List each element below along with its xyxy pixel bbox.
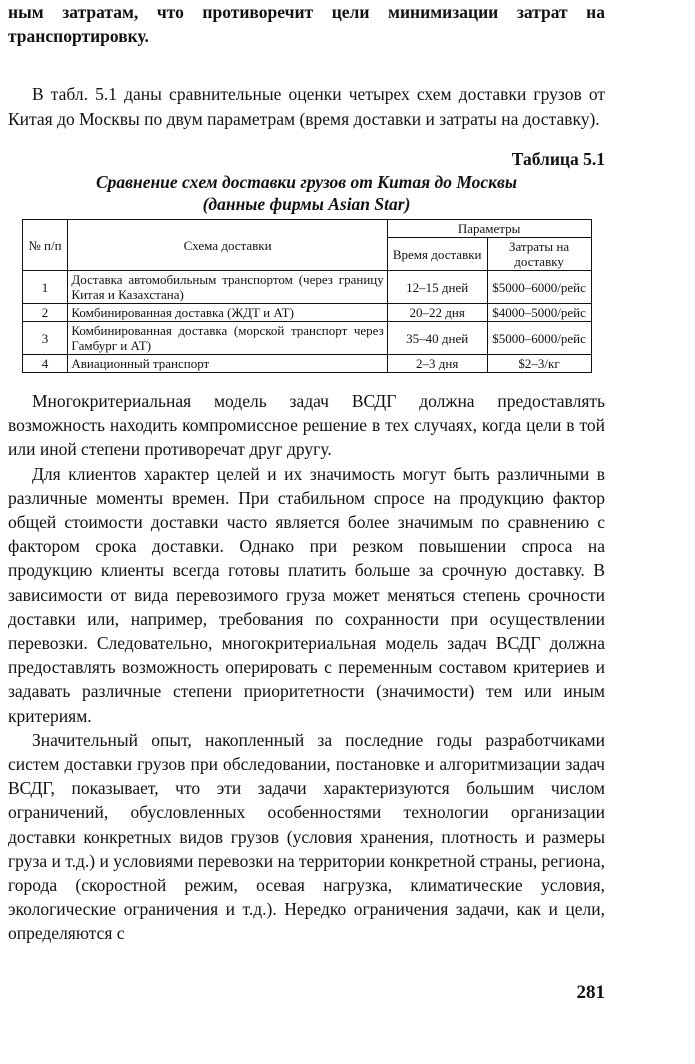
body-paragraph: Для клиентов характер целей и их значимость могут быть различными в различные моменты времен. При стабильном спросе на продукцию фактор общей стоимости доставки часто является более значимым по сравнению с фактором срока доставки. Однако при резком повышении спроса на продукцию клиенты всегда готовы платить больше за срочную доставку. В зависимости от вида перевозимого груза может меняться степень срочности доставки или, например, требования по сохранности при осуществлении перевозки. Следовательно, многокритериальная модель задач ВСДГ должна предоставлять возможность оперировать с переменным составом критериев и задавать различные степени приоритетности (значимости) тем или иным критериям. <box>8 463 605 726</box>
table-row <box>22 322 591 355</box>
body-text <box>8 389 605 946</box>
header-params: Параметры <box>387 220 591 238</box>
row-num: 1 <box>22 271 68 304</box>
page-number: 281 <box>576 982 605 1003</box>
table-row <box>22 304 591 322</box>
row-num: 4 <box>22 355 68 373</box>
comparison-table <box>22 219 592 373</box>
row-scheme: Комбинированная доставка (морской транспорт через Гамбург и АТ) <box>68 322 387 355</box>
row-num: 3 <box>22 322 68 355</box>
document-page <box>8 0 605 946</box>
header-time: Время доставки <box>387 238 487 271</box>
row-scheme: Доставка автомобильным транспортом (через границу Китая и Казахстана) <box>68 271 387 304</box>
row-num: 2 <box>22 304 68 322</box>
table-row <box>22 271 591 304</box>
row-cost: $4000–5000/рейс <box>487 304 591 322</box>
row-scheme: Комбинированная доставка (ЖДТ и АТ) <box>68 304 387 322</box>
table-header-row <box>22 220 591 238</box>
row-time: 20–22 дня <box>387 304 487 322</box>
body-paragraph: Значительный опыт, накопленный за последние годы разработчиками систем доставки грузов при обследовании, постановке и алгоритмизации задач ВСДГ, показывает, что эти задачи характеризуются большим числом ограничений, обусловленных особенностями технологии организации доставки конкретных видов грузов (условия хранения, плотность и размеры груза и т.д.) и условиями перевозки на территории конкретной страны, региона, города (скоростной режим, осевая нагрузка, климатические условия, экологические ограничения и т.д.). Нередко ограничения задачи, как и цели, определяются с <box>8 729 605 944</box>
row-time: 12–15 дней <box>387 271 487 304</box>
table-caption <box>8 171 605 215</box>
table-number: Таблица 5.1 <box>511 148 605 169</box>
table-caption-line2: (данные фирмы Asian Star) <box>202 194 411 215</box>
header-scheme: Схема доставки <box>68 220 387 271</box>
row-time: 35–40 дней <box>387 322 487 355</box>
table-row <box>22 355 591 373</box>
row-scheme: Авиационный транспорт <box>68 355 387 373</box>
row-cost: $2–3/кг <box>487 355 591 373</box>
row-cost: $5000–6000/рейс <box>487 271 591 304</box>
top-paragraph: ным затратам, что противоречит цели минимизации затрат на транспортировку. <box>8 2 605 47</box>
row-time: 2–3 дня <box>387 355 487 373</box>
body-paragraph: Многокритериальная модель задач ВСДГ должна предоставлять возможность находить компромиссное решение в тех случаях, когда цели в той или иной степени противоречат друг другу. <box>8 391 605 460</box>
intro-paragraph: В табл. 5.1 даны сравнительные оценки четырех схем доставки грузов от Китая до Москвы по двум параметрам (время доставки и затраты на доставку). <box>8 84 605 129</box>
header-num: № п/п <box>22 220 68 271</box>
row-cost: $5000–6000/рейс <box>487 322 591 355</box>
header-cost: Затраты на доставку <box>487 238 591 271</box>
table-caption-line1: Сравнение схем доставки грузов от Китая до Москвы <box>95 172 518 193</box>
